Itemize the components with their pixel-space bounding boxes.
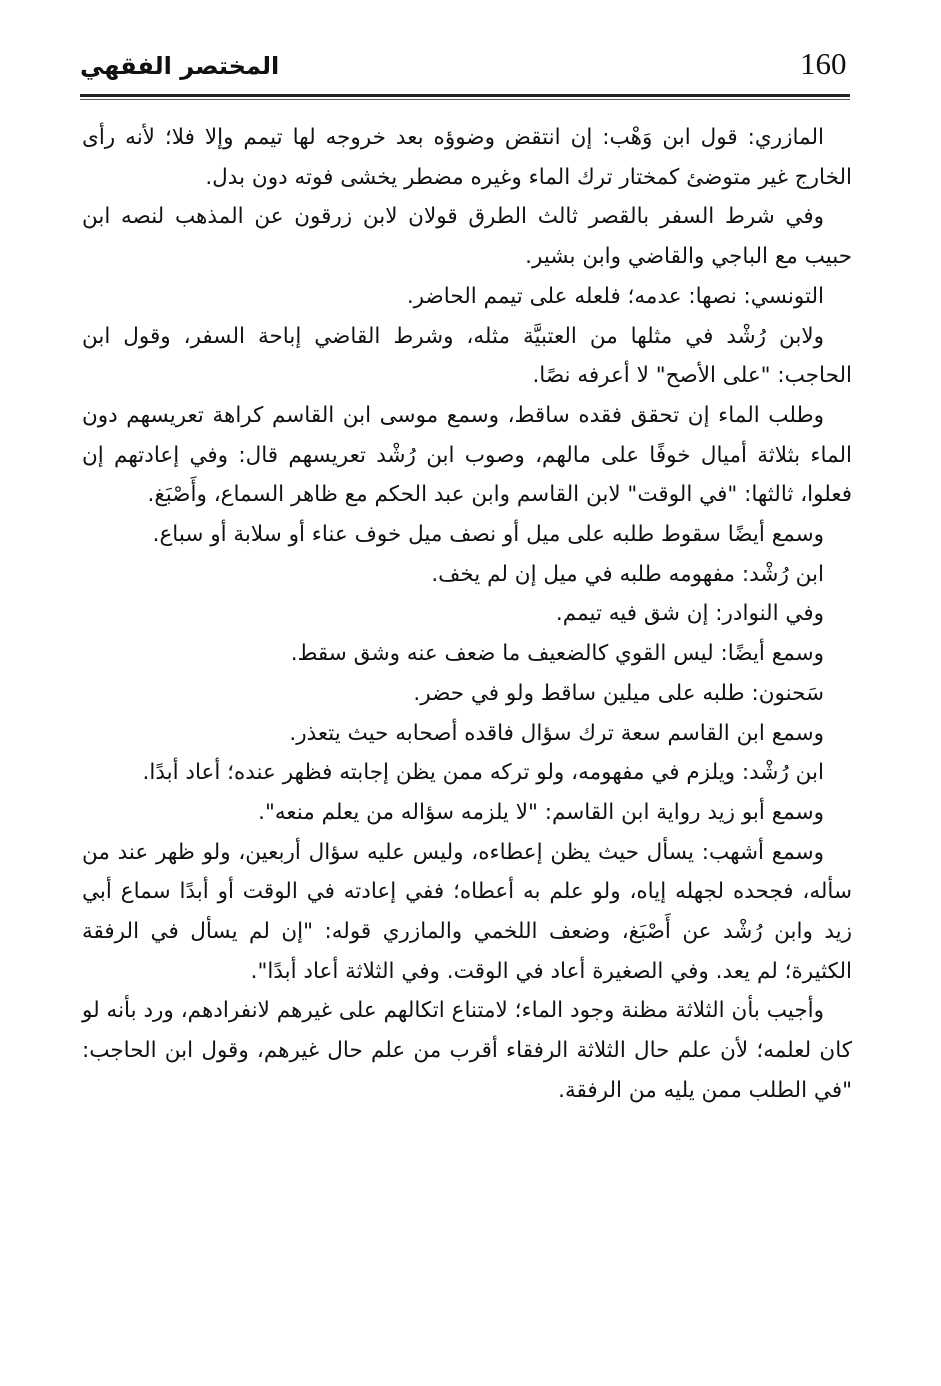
paragraph: المازري: قول ابن وَهْب: إن انتقض وضوؤه بعد خروجه لها تيمم وإلا فلا؛ لأنه رأى الخارج غير متوضئ كمختار ترك الماء وغيره مضطر يخشى فوته دون بدل. [82, 125, 852, 190]
body-text [82, 118, 852, 1111]
paragraph: وسمع أيضًا سقوط طلبه على ميل أو نصف ميل خوف عناء أو سلابة أو سباع. [152, 522, 824, 548]
header-rule [80, 94, 850, 100]
paragraph: وفي شرط السفر بالقصر ثالث الطرق قولان لابن زرقون عن المذهب لنصه ابن حبيب مع الباجي والقاضي وابن بشير. [82, 204, 852, 270]
paragraph: ابن رُشْد: مفهومه طلبه في ميل إن لم يخف. [431, 561, 824, 587]
paragraph: ابن رُشْد: ويلزم في مفهومه، ولو تركه ممن يظن إجابته فظهر عنده؛ أعاد أبدًا. [142, 760, 824, 786]
page-number: 160 [800, 46, 847, 81]
paragraph: وسمع أيضًا: ليس القوي كالضعيف ما ضعف عنه وشق سقط. [290, 641, 824, 667]
page-header [80, 42, 850, 94]
paragraph: ولابن رُشْد في مثلها من العتبيَّة مثله، وشرط القاضي إباحة السفر، وقول ابن الحاجب: "على الأصح" لا أعرفه نصًا. [82, 323, 852, 389]
paragraph: وسمع ابن القاسم سعة ترك سؤال فاقده أصحابه حيث يتعذر. [289, 720, 824, 746]
paragraph: وسمع أبو زيد رواية ابن القاسم: "لا يلزمه سؤاله من يعلم منعه". [258, 799, 824, 825]
paragraph: سَحنون: طلبه على ميلين ساقط ولو في حضر. [413, 680, 824, 706]
paragraph: وسمع أشهب: يسأل حيث يظن إعطاءه، وليس عليه سؤال أربعين، ولو ظهر عند من سأله، فجحده لجهله إياه، ولو علم به أعطاه؛ ففي إعادته في الوقت أو أبدًا سماع أبي زيد وابن رُشْد عن أَصْبَغ، وضعف اللخمي والمازري قوله: "إن لم يسأل في الرفقة الكثيرة؛ لم يعد. وفي الصغيرة أعاد في الوقت. وفي الثلاثة أعاد أبدًا". [82, 839, 852, 984]
paragraph: وأجيب بأن الثلاثة مظنة وجود الماء؛ لامتناع اتكالهم على غيرهم لانفرادهم، ورد بأنه لو كان لعلمه؛ لأن علم حال الثلاثة الرفقاء أقرب من علم حال غيرهم، وقول ابن الحاجب: "في الطلب ممن يليه من الرفقة. [82, 998, 852, 1103]
paragraph: التونسي: نصها: عدمه؛ فلعله على تيمم الحاضر. [406, 283, 824, 309]
running-title: المختصر الفقهي [80, 52, 280, 80]
paragraph: وطلب الماء إن تحقق فقده ساقط، وسمع موسى ابن القاسم كراهة تعريسهم دون الماء بثلاثة أميال خوفًا على مالهم، وصوب ابن رُشْد تعريسهم قال: وفي إعادتهم إن فعلوا، ثالثها: "في الوقت" لابن القاسم وابن عبد الحكم مع ظاهر السماع، وأَصْبَغ. [82, 402, 852, 508]
paragraph: وفي النوادر: إن شق فيه تيمم. [555, 601, 824, 627]
